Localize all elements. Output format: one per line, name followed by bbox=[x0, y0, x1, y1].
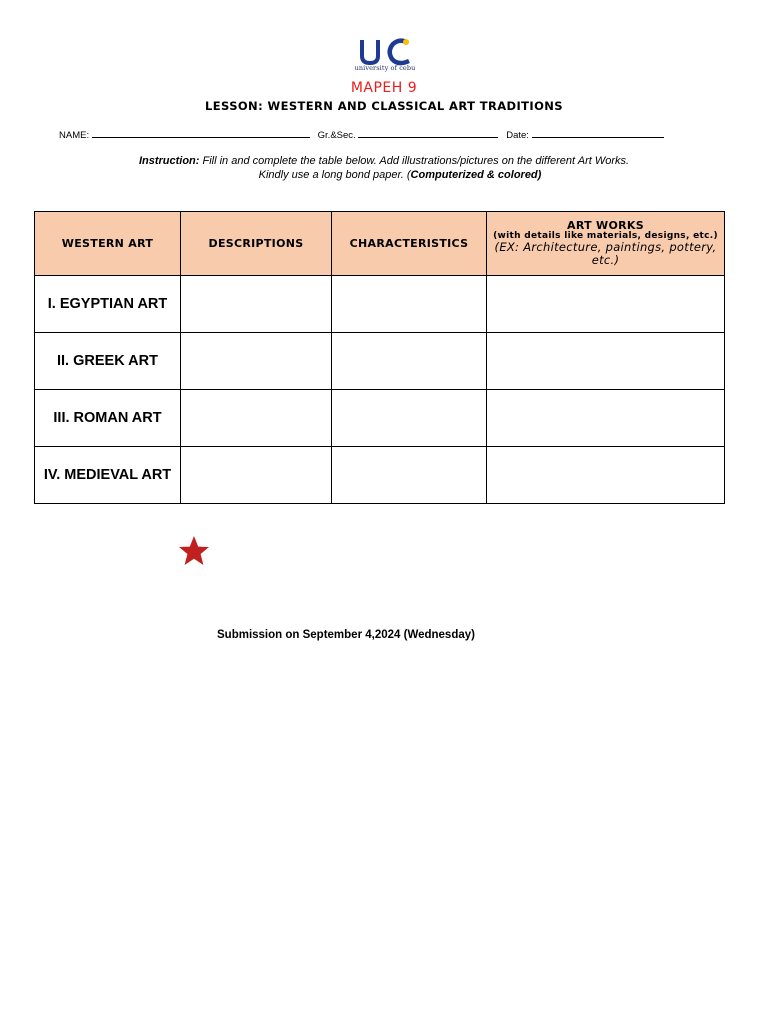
lesson-heading: LESSON: WESTERN AND CLASSICAL ART TRADITIONS bbox=[205, 99, 563, 113]
art-works-cell[interactable] bbox=[487, 276, 725, 333]
header-art-works bbox=[487, 212, 725, 276]
description-cell[interactable] bbox=[181, 333, 332, 390]
art-traditions-table bbox=[34, 211, 725, 504]
art-works-example: (EX: Architecture, paintings, pottery, etc.) bbox=[494, 240, 717, 267]
date-line[interactable] bbox=[532, 129, 664, 138]
characteristics-cell[interactable] bbox=[332, 333, 487, 390]
instruction-line-1 bbox=[0, 155, 768, 167]
row-label-medieval: IV. MEDIEVAL ART bbox=[35, 447, 181, 504]
art-works-cell[interactable] bbox=[487, 447, 725, 504]
header-western-art: WESTERN ART bbox=[35, 212, 181, 276]
logo-caption: university of cebu bbox=[354, 64, 416, 72]
instruction-emphasis: Computerized & colored bbox=[410, 169, 538, 181]
art-works-title: ART WORKS bbox=[567, 219, 644, 232]
instruction-close: ) bbox=[537, 169, 542, 181]
uc-logo-icon bbox=[354, 36, 418, 66]
row-label-greek: II. GREEK ART bbox=[35, 333, 181, 390]
characteristics-cell[interactable] bbox=[332, 390, 487, 447]
characteristics-cell[interactable] bbox=[332, 447, 487, 504]
university-logo bbox=[348, 36, 422, 76]
instruction-label: Instruction: bbox=[138, 155, 200, 167]
instruction-text: Fill in and complete the table below. Add illustrations/pictures on the different Art Works. bbox=[202, 155, 630, 167]
row-label-roman: III. ROMAN ART bbox=[35, 390, 181, 447]
name-line[interactable] bbox=[92, 129, 310, 138]
table-header-row bbox=[35, 212, 725, 276]
submission-note: Submission on September 4,2024 (Wednesday) bbox=[217, 629, 475, 641]
table-row bbox=[35, 333, 725, 390]
name-label: NAME: bbox=[59, 130, 90, 141]
instruction-text-2: Kindly use a long bond paper. ( bbox=[258, 169, 411, 181]
description-cell[interactable] bbox=[181, 276, 332, 333]
document-title: MAPEH 9 bbox=[350, 80, 418, 96]
table-row bbox=[35, 276, 725, 333]
instruction-line-2 bbox=[16, 169, 768, 181]
art-works-cell[interactable] bbox=[487, 333, 725, 390]
table-row bbox=[35, 447, 725, 504]
art-works-cell[interactable] bbox=[487, 390, 725, 447]
header-descriptions: DESCRIPTIONS bbox=[181, 212, 332, 276]
description-cell[interactable] bbox=[181, 390, 332, 447]
description-cell[interactable] bbox=[181, 447, 332, 504]
date-label: Date: bbox=[506, 130, 529, 141]
art-works-subtitle: (with details like materials, designs, etc.) bbox=[493, 231, 718, 241]
student-fields bbox=[59, 129, 664, 141]
header-characteristics: CHARACTERISTICS bbox=[332, 212, 487, 276]
star-icon bbox=[178, 535, 210, 567]
table-row bbox=[35, 390, 725, 447]
section-line[interactable] bbox=[358, 129, 498, 138]
section-label: Gr.&Sec. bbox=[317, 130, 356, 141]
row-label-egyptian: I. EGYPTIAN ART bbox=[35, 276, 181, 333]
characteristics-cell[interactable] bbox=[332, 276, 487, 333]
